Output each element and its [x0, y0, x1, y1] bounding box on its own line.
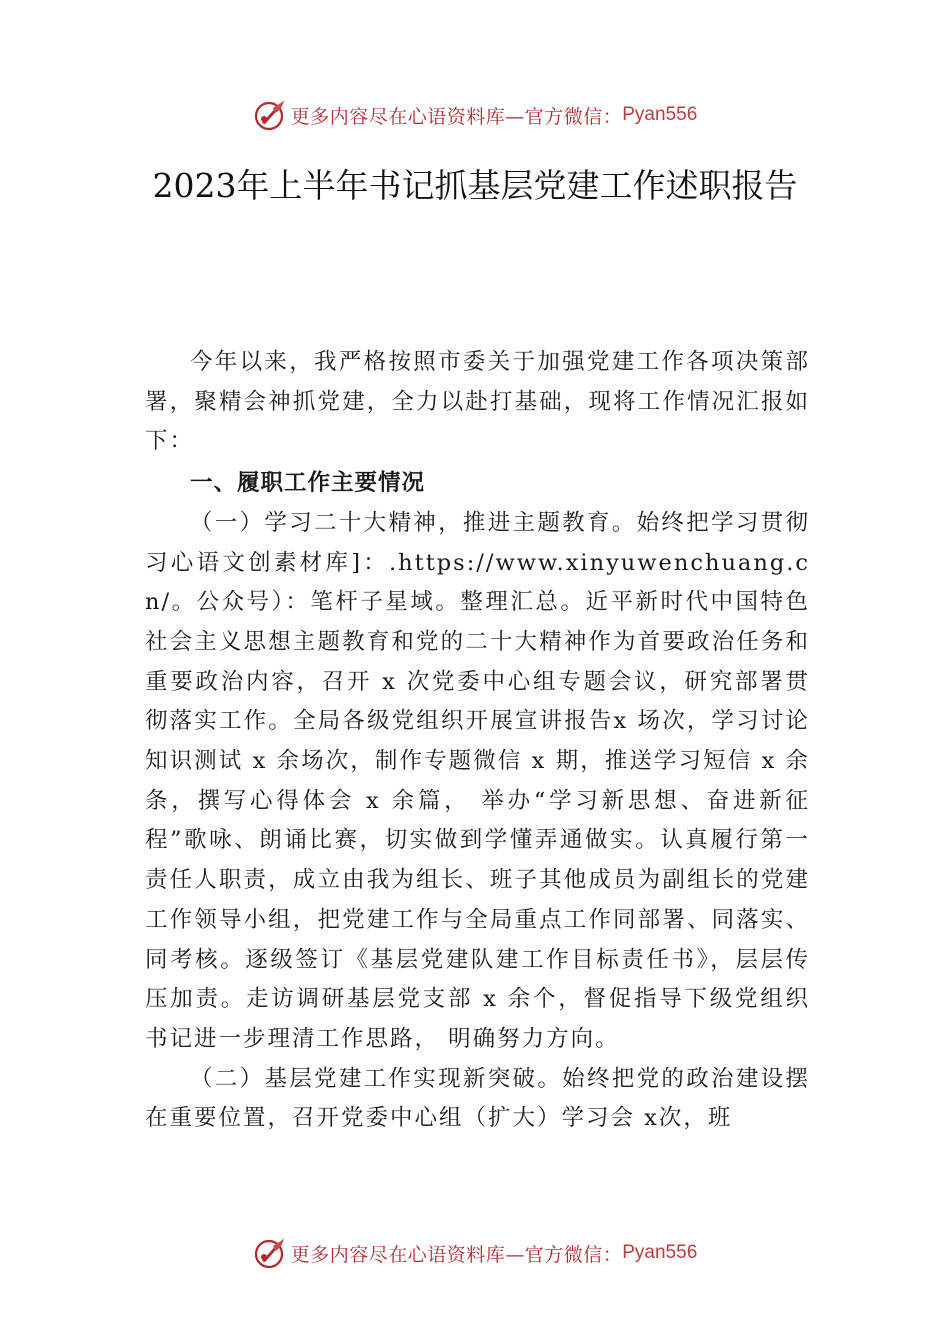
banner-text: 更多内容尽在心语资料库—官方微信：	[290, 1243, 623, 1266]
document-body	[145, 343, 810, 1139]
paragraph-2-text: 始终把党的政治建设摆在重要位置，召开党委中心组（扩大）学习会 x次，班	[145, 1065, 810, 1132]
document-title: 2023年上半年书记抓基层党建工作述职报告	[152, 166, 798, 205]
section-heading: 一、履职工作主要情况	[190, 470, 426, 497]
quill-logo-icon	[253, 1236, 287, 1270]
banner-text: 更多内容尽在心语资料库—官方微信：	[290, 105, 623, 128]
paragraph-2-lead: （二）基层党建工作实现新突破。	[190, 1065, 563, 1092]
banner-wechat-id: Pyan556	[622, 1242, 698, 1263]
footer-banner	[0, 1233, 950, 1273]
banner-wechat-id: Pyan556	[622, 104, 698, 125]
quill-logo-icon	[253, 98, 287, 132]
intro-paragraph: 今年以来，我严格按照市委关于加强党建工作各项决策部署，聚精会神抓党建，全力以赴打基础，现将工作情况汇报如下：	[145, 349, 810, 455]
paragraph-2	[145, 1060, 810, 1139]
paragraph-1: （一）学习二十大精神，推进主题教育。始终把学习贯彻习心语文创素材库]：.https://www.xinyuwenchuang.cn/。公众号）：笔杆子星域。整理汇总。近平新时代中国特色社会主义思想主题教育和党的二十大精神作为首要政治任务和重要政治内容，召开 x 次党委中心组专题会议，研究部署贯彻落实工作。全局各级党组织开展宣讲报告x 场次，学习讨论知识测试 x 余场次，制作专题微信 x 期，推送学习短信 x 余条，撰写心得体会 x 余篇， 举办“学习新思想、奋进新征程”歌咏、朗诵比赛，切实做到学懂弄通做实。认真履行第一责任人职责，成立由我为组长、班子其他成员为副组长的党建工作领导小组，把党建工作与全局重点工作同部署、同落实、同考核。逐级签订《基层党建队建工作目标责任书》，层层传压加责。走访调研基层党支部 x 余个，督促指导下级党组织书记进一步理清工作思路， 明确努力方向。	[145, 509, 810, 1052]
header-banner	[0, 95, 950, 135]
